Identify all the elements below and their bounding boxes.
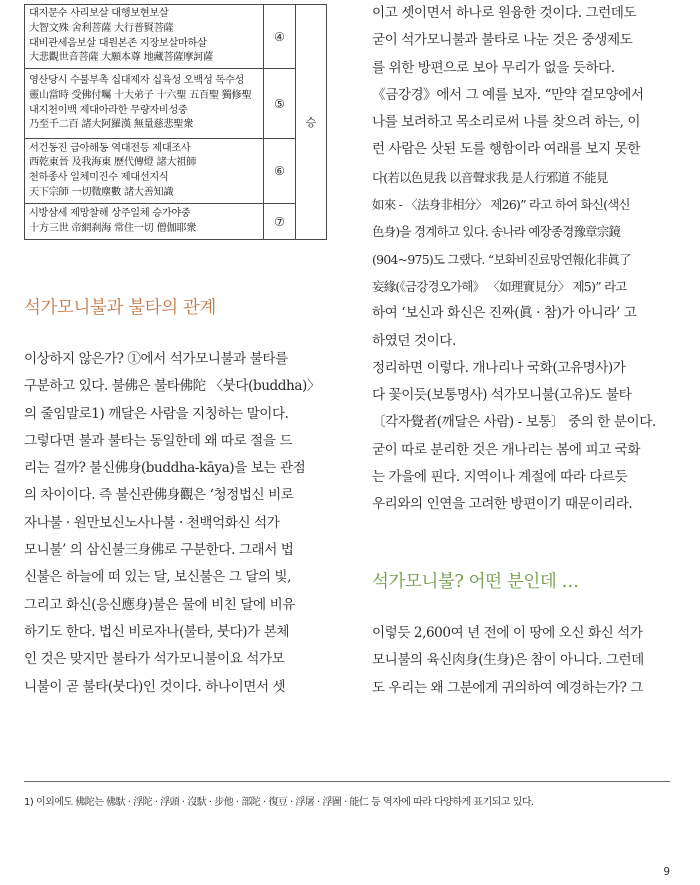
table-line: 내지천이백 제대아라한 무량자비성중 — [29, 104, 188, 116]
text-line: 다 꽃이듯(보통명사) 석가모니불(고유)도 불타 — [372, 387, 632, 404]
text-line: 런 사람은 삿된 도를 행함이라 여래를 보지 못한 — [372, 141, 641, 158]
text-line: 色身)을 경계하고 있다. 송나라 예장종경豫章宗鏡 — [372, 224, 621, 240]
right-body-text — [372, 0, 672, 519]
text-line: 모니불의 육신肉身(生身)은 참이 아니다. 그런데 — [372, 652, 644, 669]
text-line: 리는 걸까? 불신佛身(buddha-kāya)을 보는 관점 — [24, 460, 306, 477]
table-row — [25, 69, 327, 139]
page-number: 9 — [663, 866, 670, 878]
table-line: 靈山當時 受佛付囑 十大弟子 十六聖 五百聖 獨修聖 — [29, 89, 252, 101]
text-line: 나를 보려하고 목소리로써 나를 찾으려 하는, 이 — [372, 114, 641, 131]
footnote-divider — [24, 781, 670, 782]
text-line: 다(若以色見我 以音聲求我 是人行邪道 不能見 — [372, 169, 608, 185]
text-line: (904~975)도 그랬다. “보화비진료망연報化非眞了 — [372, 251, 631, 267]
section-heading-relation: 석가모니불과 불타의 관계 — [24, 298, 216, 318]
text-line: 정리하면 이렇다. 개나리나 국화(고유명사)가 — [372, 359, 626, 376]
right-body-text-2 — [372, 620, 672, 702]
text-line: 의 차이이다. 즉 불신관佛身觀은 ‘청정법신 비로 — [24, 487, 294, 504]
table-cell-text — [25, 139, 264, 204]
text-line: 도 우리는 왜 그분에게 귀의하여 예경하는가? 그 — [372, 679, 644, 696]
footnote: 1) 이외에도 佛陀는 佛馱 · 浮陀 · 浮頭 · 沒馱 · 步他 · 部陀 · 復豆 · 浮屠 · 浮圖 · 能仁 등 역자에 따라 다양하게 표기되고 있다. — [24, 797, 534, 808]
table-row — [25, 139, 327, 204]
table-cell-number: ⑥ — [264, 139, 296, 204]
text-line: 굳이 석가모니불과 불타로 나눈 것은 중생제도 — [372, 32, 633, 49]
text-line: 인 것은 맞지만 불타가 석가모니불이요 석가모 — [24, 651, 285, 668]
text-line: 如來 - 〈法身非相分〉 제26)” 라고 하여 화신(색신 — [372, 197, 630, 213]
left-body-text — [24, 346, 324, 701]
text-line: 우리와의 인연을 고려한 방편이기 때문이리라. — [372, 496, 633, 513]
text-line: 이상하지 않은가? ①에서 석가모니불과 불타를 — [24, 351, 288, 367]
table-line: 大悲觀世音菩薩 大願本尊 地藏菩薩摩訶薩 — [29, 52, 213, 64]
text-line: 이렇듯 2,600여 년 전에 이 땅에 오신 화신 석가 — [372, 625, 643, 641]
text-line: 는 가을에 핀다. 지역이나 계절에 따라 다르듯 — [372, 469, 628, 486]
text-line: 《금강경》에서 그 예를 보자. “만약 겉모양에서 — [372, 86, 644, 103]
table-cell-number: ⑤ — [264, 69, 296, 139]
table-cell-text — [25, 5, 264, 69]
section-heading-who: 석가모니불? 어떤 분인데 … — [372, 572, 579, 592]
text-line: 그리고 화신(응신應身)불은 물에 비친 달에 비유 — [24, 596, 295, 613]
table-line: 서건동진 급아해동 역대전등 제대조사 — [29, 142, 191, 154]
chant-table — [24, 4, 327, 240]
table-row — [25, 5, 327, 69]
text-line: 구분하고 있다. 불佛은 불타佛陀 〈붓다(buddha)〉 — [24, 378, 320, 395]
table-line: 대비관세음보살 대원본존 지장보살마하살 — [29, 37, 207, 49]
table-line: 乃至千二百 諸大阿羅漢 無量慈悲聖衆 — [29, 119, 194, 131]
text-line: 하기도 한다. 법신 비로자나(불타, 붓다)가 본체 — [24, 623, 290, 640]
text-line: 그렇다면 불과 불타는 동일한데 왜 따로 절을 드 — [24, 432, 293, 449]
table-line: 대지문수 사리보살 대행보현보살 — [29, 8, 169, 20]
table-line: 西乾東晉 及我海東 歷代傳燈 諸大祖師 — [29, 157, 197, 169]
table-line: 十方三世 帝網刹海 常住一切 僧伽耶衆 — [29, 222, 197, 234]
text-line: 신불은 하늘에 떠 있는 달, 보신불은 그 달의 빛, — [24, 569, 291, 586]
text-line: 〔각자覺者(깨달은 사람) - 보통〕 중의 한 분이다. — [372, 414, 656, 431]
text-line: 의 줄임말로1) 깨달은 사람을 지칭하는 말이다. — [24, 405, 289, 422]
table-cell-category: 승 — [296, 5, 327, 240]
text-line: 하여 ‘보신과 화신은 진짜(眞 · 참)가 아니라’ 고 — [372, 305, 637, 322]
table-row — [25, 204, 327, 240]
table-line: 天下宗師 一切微塵數 諸大善知識 — [29, 186, 174, 198]
table-line: 천하종사 일체미진수 제대선지식 — [29, 172, 169, 183]
text-line: 이고 셋이면서 하나로 원융한 것이다. 그런데도 — [372, 5, 637, 21]
text-line: 자나불 · 원만보신노사나불 · 천백억화신 석가 — [24, 514, 280, 531]
table-cell-number: ④ — [264, 5, 296, 69]
table-line: 大智文殊 舍利菩薩 大行普賢菩薩 — [29, 22, 174, 34]
text-line: 妄緣(《금강경오가해》 〈如理實見分〉 제5)” 라고 — [372, 278, 627, 294]
table-line: 시방삼세 제망찰해 상주일체 승가야중 — [29, 207, 191, 219]
table-cell-text — [25, 204, 264, 240]
table-cell-number: ⑦ — [264, 204, 296, 240]
text-line: 를 위한 방편으로 보아 무리가 없을 듯하다. — [372, 59, 615, 76]
table-line: 영산당시 수불부촉 십대제자 십육성 오백성 독수성 — [29, 75, 245, 87]
text-line: 하였던 것이다. — [372, 332, 456, 349]
text-line: 니불이 곧 불타(붓다)인 것이다. 하나이면서 셋 — [24, 678, 286, 695]
text-line: 모니불’ 의 삼신불三身佛로 구분한다. 그래서 법 — [24, 542, 294, 559]
table-cell-text — [25, 69, 264, 139]
text-line: 굳이 따로 분리한 것은 개나리는 봄에 피고 국화 — [372, 441, 641, 458]
